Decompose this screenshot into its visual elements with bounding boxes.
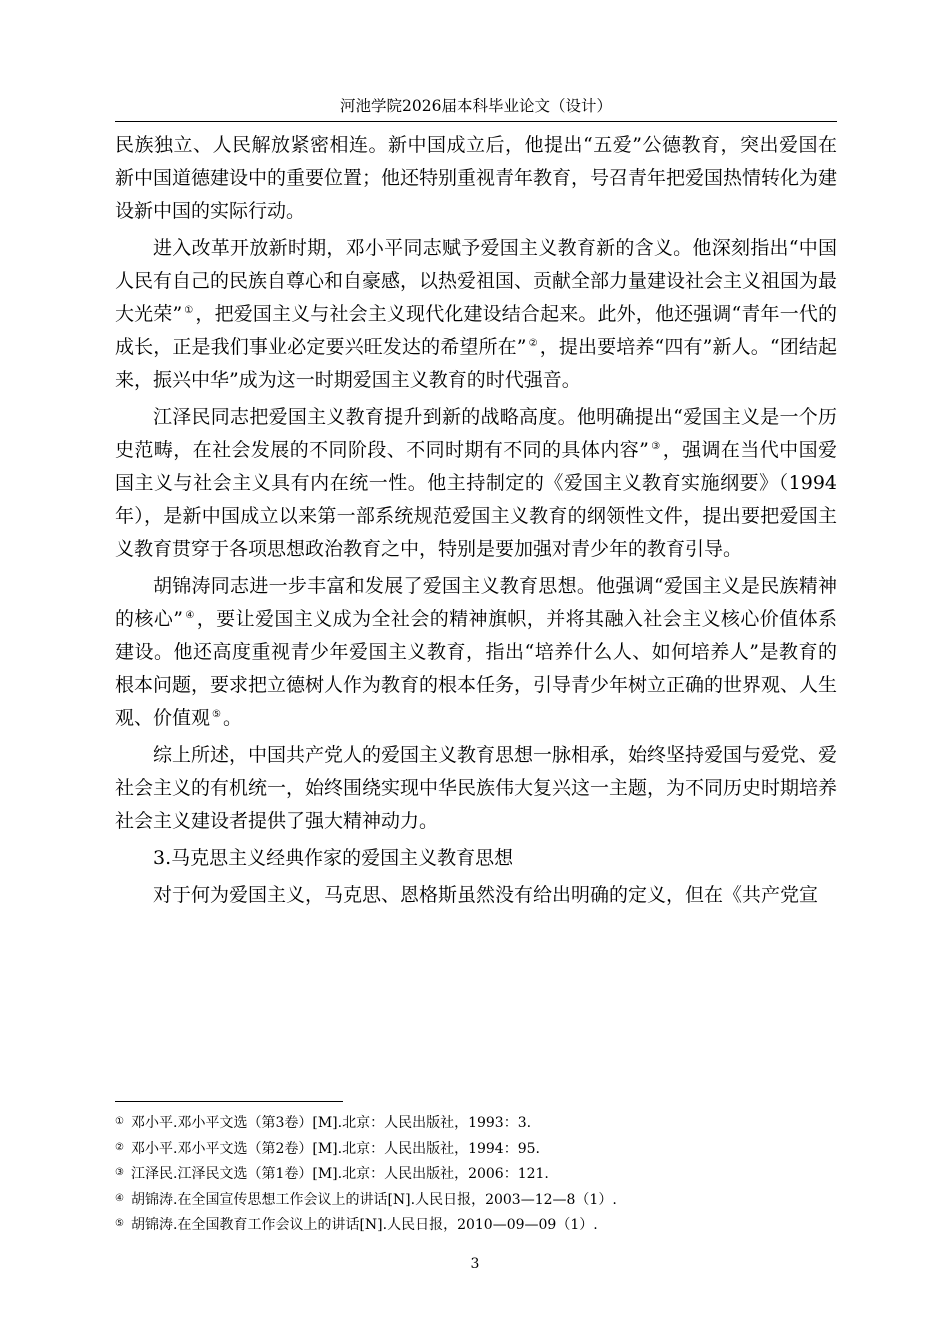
footnote-5	[115, 1212, 837, 1238]
footnote-mark: ④	[115, 1192, 124, 1204]
footnote-text: 邓小平.邓小平文选（第3卷）[M].北京：人民出版社，1993：3.	[131, 1115, 532, 1131]
paragraph-4-part-b: ，要让爱国主义成为全社会的精神旗帜，并将其融入社会主义核心价值体系建设。他还高度重视青少年爱国主义教育，指出“培养什么人、如何培养人”是教育的根本问题，要求把立德树人作为教育的根本任务，引导青少年树立正确的世界观、人生观、价值观	[115, 608, 838, 729]
footnote-text: 江泽民.江泽民文选（第1卷）[M].北京：人民出版社，2006：121.	[131, 1166, 549, 1182]
footnote-2	[115, 1136, 837, 1162]
header-rule	[115, 121, 837, 122]
paragraph-2-part-b: ，把爱国主义与社会主义现代化建设结合起来。此外，他还强调“青年一代的成长，正是我们事业必定要兴旺发达的希望所在”	[115, 303, 837, 358]
paragraph-4-part-c: 。	[222, 707, 242, 729]
footnote-ref-1: ①	[184, 304, 194, 316]
paragraph-4	[115, 570, 837, 735]
paragraph-3-part-a: 江泽民同志把爱国主义教育提升到新的战略高度。他明确提出“爱国主义是一个历史范畴，在社会发展的不同阶段、不同时期有不同的具体内容”	[115, 406, 837, 461]
paragraph-1: 民族独立、人民解放紧密相连。新中国成立后，他提出“五爱”公德教育，突出爱国在新中国道德建设中的重要位置；他还特别重视青年教育，号召青年把爱国热情转化为建设新中国的实际行动。	[115, 134, 838, 222]
footnote-1	[115, 1110, 837, 1136]
paragraph-2-part-a: 进入改革开放新时期，邓小平同志赋予爱国主义教育新的含义。他深刻指出“中国人民有自己的民族自尊心和自豪感，以热爱祖国、贡献全部力量建设社会主义祖国为最大光荣”	[115, 237, 838, 325]
footnote-mark: ②	[115, 1141, 124, 1153]
footnote-3	[115, 1161, 837, 1187]
body-text	[115, 129, 837, 912]
footnote-rule	[115, 1101, 343, 1102]
paragraph-4-part-a: 胡锦涛同志进一步丰富和发展了爱国主义教育思想。他强调“爱国主义是民族精神的核心”	[115, 575, 837, 630]
footnote-ref-4: ④	[184, 609, 195, 621]
footnote-ref-2: ②	[528, 337, 538, 349]
footnote-ref-3: ③	[650, 440, 661, 452]
section-heading: 3.马克思主义经典作家的爱国主义教育思想	[153, 847, 514, 869]
footnote-ref-5: ⑤	[212, 708, 221, 720]
footnote-mark: ⑤	[115, 1218, 124, 1229]
footnote-text: 胡锦涛.在全国教育工作会议上的讲话[N].人民日报，2010—09—09（1）.	[131, 1217, 598, 1233]
paragraph-5: 综上所述，中国共产党人的爱国主义教育思想一脉相承，始终坚持爱国与爱党、爱社会主义的有机统一，始终围绕实现中华民族伟大复兴这一主题，为不同历史时期培养社会主义建设者提供了强大精神动力。	[115, 744, 838, 832]
paragraph-3-part-b: ，强调在当代中国爱国主义与社会主义具有内在统一性。他主持制定的《爱国主义教育实施纲要》（1994年），是新中国成立以来第一部系统规范爱国主义教育的纲领性文件，提出要把爱国主义教育贯穿于各项思想政治教育之中，特别是要加强对青少年的教育引导。	[115, 439, 837, 560]
footnote-4	[115, 1187, 837, 1213]
footnotes	[115, 1110, 837, 1238]
paragraph-2	[115, 232, 837, 397]
footnote-mark: ①	[115, 1116, 124, 1127]
paragraph-6: 对于何为爱国主义，马克思、恩格斯虽然没有给出明确的定义，但在《共产党宣	[153, 884, 819, 906]
paragraph-2-part-c: ，提出要培养“四有”新人。“团结起来，振兴中华”成为这一时期爱国主义教育的时代强音。	[115, 336, 837, 391]
page-number: 3	[470, 1256, 480, 1272]
paragraph-3	[115, 401, 837, 566]
footnote-text: 邓小平.邓小平文选（第2卷）[M].北京：人民出版社，1994：95.	[131, 1140, 540, 1157]
page-header: 河池学院2026届本科毕业论文（设计）	[340, 97, 612, 115]
footnote-text: 胡锦涛.在全国宣传思想工作会议上的讲话[N].人民日报，2003—12—8（1）.	[131, 1191, 617, 1208]
footnote-mark: ③	[115, 1167, 124, 1178]
